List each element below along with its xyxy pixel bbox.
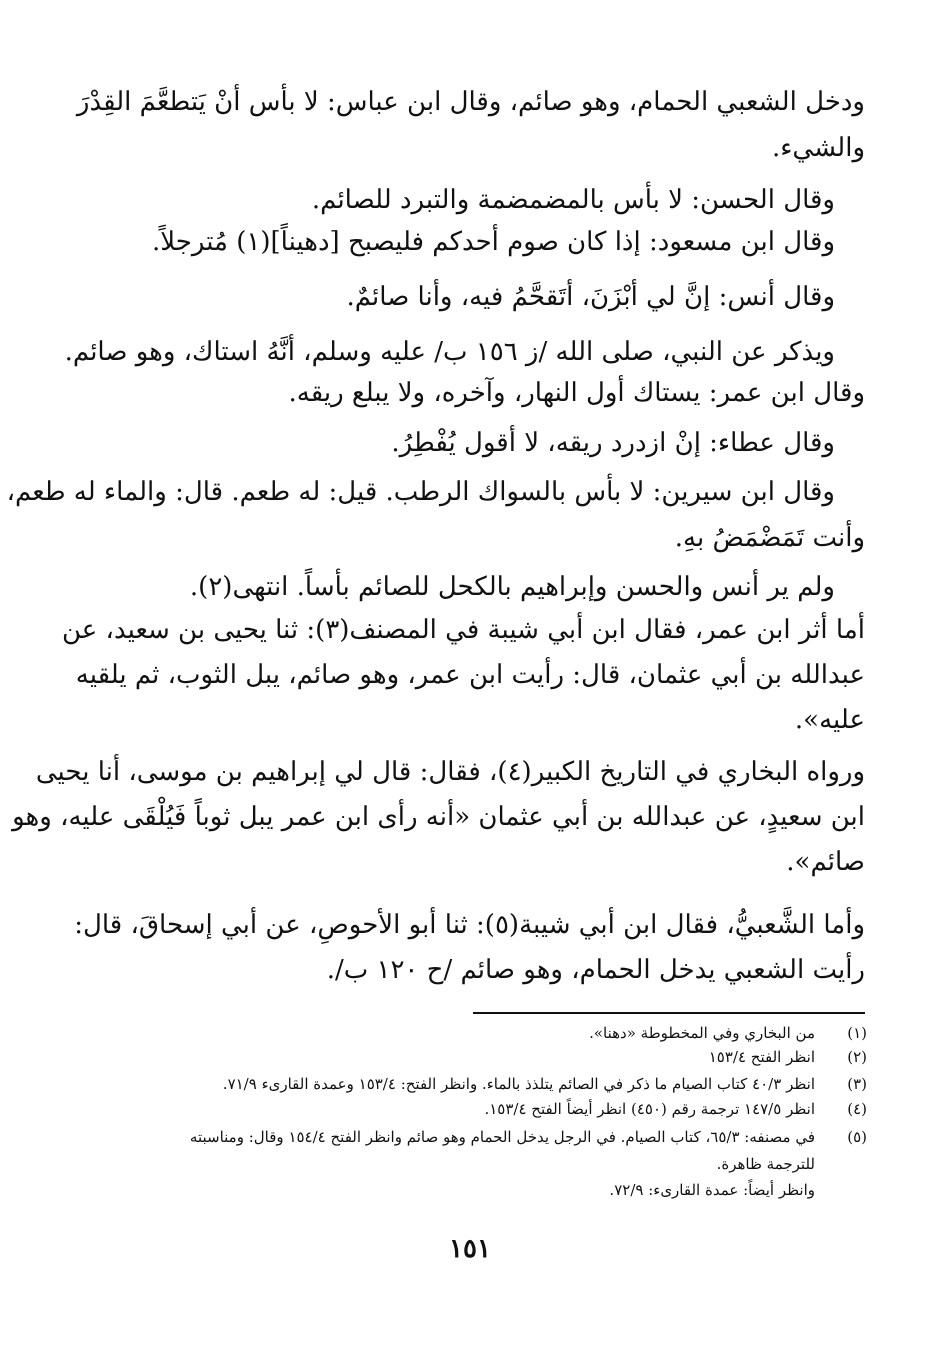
footnote-text: للترجمة ظاهرة.: [716, 1155, 815, 1173]
body-line: ولم ير أنس والحسن وإبراهيم بالكحل للصائم بأساً. انتهى(٢).: [189, 572, 835, 602]
footnote-number: (٣): [847, 1075, 867, 1093]
body-line: عبدالله بن أبي عثمان، قال: رأيت ابن عمر، وهو صائم، يبل الثوب، ثم يلقيه: [75, 660, 865, 690]
body-line: والشيء.: [771, 133, 865, 163]
footnote-number: (٢): [847, 1048, 867, 1066]
body-line: وقال أنس: إنَّ لي أبْزَنَ، أتَقحَّمُ فيه، وأنا صائمٌ.: [346, 282, 835, 312]
body-line: وأنت تَمَضْمَضُ بهِ.: [674, 523, 865, 553]
body-line: وقال عطاء: إنْ ازدرد ريقه، لا أقول يُفْطِرُ.: [391, 428, 835, 458]
footnote: [127, 1021, 867, 1045]
footnote-text: انظر ٤٠/٣ كتاب الصيام ما ذكر في الصائم يتلذذ بالماء. وانظر الفتح: ١٥٣/٤ وعمدة القارىء ٧١/٩.: [222, 1075, 815, 1093]
footnote: [127, 1125, 867, 1149]
footnote-text: انظر الفتح ١٥٣/٤: [708, 1048, 815, 1066]
body-line: وقال ابن عمر: يستاك أول النهار، وآخره، ولا يبلع ريقه.: [288, 378, 865, 408]
footnote-separator: [473, 1012, 865, 1014]
footnote: [127, 1152, 867, 1176]
footnote-number: (٥): [847, 1128, 867, 1146]
body-line: ويذكر عن النبي، صلى الله /ز ١٥٦ ب/ عليه وسلم، أنَّهُ استاك، وهو صائم.: [64, 337, 835, 367]
footnote-number: (٤): [847, 1100, 867, 1118]
body-line: وأما الشَّعبيُّ، فقال ابن أبي شيبة(٥): ثنا أبو الأحوصِ، عن أبي إسحاقَ، قال:: [74, 910, 865, 940]
footnote: [127, 1097, 867, 1121]
body-line: وقال الحسن: لا بأس بالمضمضمة والتبرد للصائم.: [311, 185, 835, 215]
body-line: وقال ابن سيرين: لا بأس بالسواك الرطب. قيل: له طعم. قال: والماء له طعم،: [6, 477, 835, 507]
footnote: [127, 1072, 867, 1096]
footnote-text: وانظر أيضاً: عمدة القارىء: ٧٢/٩.: [609, 1181, 815, 1199]
body-line: ورواه البخاري في التاريخ الكبير(٤)، فقال: قال لي إبراهيم بن موسى، أنا يحيى: [35, 757, 865, 787]
footnote-text: من البخاري وفي المخطوطة «دهنا».: [589, 1024, 815, 1042]
footnote-number: (١): [847, 1024, 867, 1042]
body-line: رأيت الشعبي يدخل الحمام، وهو صائم /ح ١٢٠ ب/.: [326, 955, 865, 985]
footnote-text: انظر ١٤٧/٥ ترجمة رقم (٤٥٠) انظر أيضاً الفتح ١٥٣/٤.: [484, 1100, 815, 1118]
body-line: صائم».: [786, 847, 865, 877]
body-line: أما أثر ابن عمر، فقال ابن أبي شيبة في المصنف(٣): ثنا يحيى بن سعيد، عن: [61, 615, 865, 645]
body-line: ودخل الشعبي الحمام، وهو صائم، وقال ابن عباس: لا بأس أنْ يَتطعَّمَ القِدْرَ: [76, 87, 865, 117]
page-number: ١٥١: [449, 1234, 491, 1264]
body-line: ابن سعيدٍ، عن عبدالله بن أبي عثمان «أنه رأى ابن عمر يبل ثوباً فَيُلْقَى عليه، وهو: [12, 802, 865, 832]
body-line: عليه».: [794, 705, 865, 735]
footnote-text: في مصنفه: ٦٥/٣، كتاب الصيام. في الرجل يدخل الحمام وهو صائم وانظر الفتح ١٥٤/٤ وقال: ومناسبته: [189, 1128, 815, 1146]
footnote: [127, 1178, 867, 1202]
body-line: وقال ابن مسعود: إذا كان صوم أحدكم فليصبح [دهيناً](١) مُترجلاً.: [152, 227, 835, 257]
footnote: [127, 1045, 867, 1069]
